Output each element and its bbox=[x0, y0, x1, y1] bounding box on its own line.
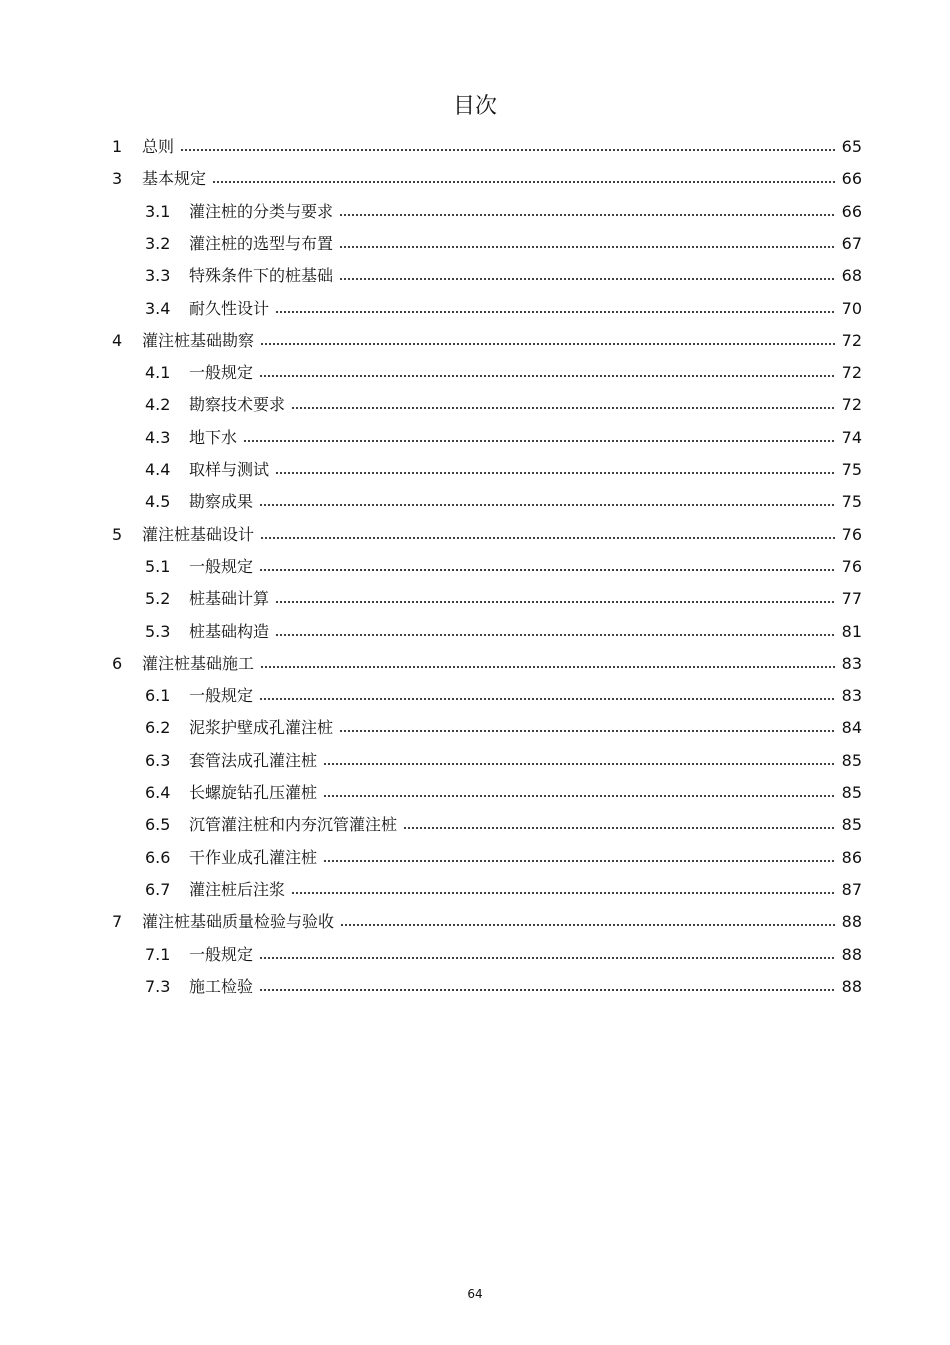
toc-entry-title: 干作业成孔灌注桩 bbox=[189, 847, 318, 867]
toc-entry[interactable] bbox=[145, 874, 862, 906]
toc-leader-dots bbox=[291, 885, 836, 901]
toc-entry-number: 5.1 bbox=[145, 556, 171, 576]
toc-entry[interactable] bbox=[112, 519, 862, 551]
toc-entry-page: 85 bbox=[841, 750, 862, 770]
toc-entry[interactable] bbox=[145, 196, 862, 228]
page-number: 64 bbox=[467, 1287, 483, 1301]
toc-entry-page: 65 bbox=[841, 137, 862, 156]
toc-entry-number: 5.3 bbox=[145, 621, 171, 641]
toc-entry[interactable] bbox=[145, 842, 862, 874]
toc-leader-dots bbox=[275, 627, 836, 643]
toc-entry[interactable] bbox=[145, 971, 862, 1003]
toc-entry[interactable] bbox=[145, 228, 862, 260]
toc-entry-title: 灌注桩基础施工 bbox=[142, 653, 255, 673]
toc-entry-page: 83 bbox=[841, 653, 862, 673]
toc-entry-page: 86 bbox=[841, 847, 862, 867]
toc-entry-number: 6.2 bbox=[145, 718, 171, 738]
toc-entry-title: 一般规定 bbox=[189, 944, 254, 964]
toc-leader-dots bbox=[275, 304, 836, 320]
toc-entry[interactable] bbox=[112, 163, 862, 195]
toc-entry-title: 灌注桩基础设计 bbox=[142, 524, 255, 544]
toc-entry-page: 76 bbox=[841, 524, 862, 544]
toc-entry[interactable] bbox=[145, 939, 862, 971]
toc-leader-dots bbox=[259, 562, 836, 578]
toc-entry-title: 取样与测试 bbox=[189, 460, 270, 479]
toc-entry-page: 67 bbox=[841, 233, 862, 253]
toc-entry-page: 83 bbox=[841, 686, 862, 706]
toc-leader-dots bbox=[275, 465, 836, 481]
toc-leader-dots bbox=[259, 368, 836, 384]
toc-entry-number: 7.1 bbox=[145, 944, 171, 964]
toc-entry-title: 桩基础构造 bbox=[189, 621, 270, 641]
toc-leader-dots bbox=[260, 530, 836, 546]
toc-entry-page: 88 bbox=[841, 976, 862, 996]
toc-entry-page: 72 bbox=[841, 395, 862, 415]
toc-entry-title: 勘察成果 bbox=[189, 492, 254, 512]
toc-entry-number: 3.3 bbox=[145, 266, 171, 286]
toc-entry-number: 4.4 bbox=[145, 460, 171, 479]
toc-entry-title: 施工检验 bbox=[189, 976, 254, 996]
toc-entry-number: 6.4 bbox=[145, 783, 171, 802]
toc-entry-title: 一般规定 bbox=[189, 556, 254, 576]
toc-entry-title: 灌注桩基础勘察 bbox=[142, 330, 255, 350]
toc-entry-number: 3.4 bbox=[145, 298, 171, 318]
toc-entry[interactable] bbox=[145, 583, 862, 615]
toc-leader-dots bbox=[291, 400, 836, 416]
toc-entry[interactable] bbox=[145, 745, 862, 777]
toc-entry-title: 长螺旋钻孔压灌桩 bbox=[189, 783, 318, 802]
toc-entry-number: 3 bbox=[112, 169, 123, 189]
toc-entry-number: 3.1 bbox=[145, 201, 171, 221]
toc-entry-number: 5.2 bbox=[145, 589, 171, 609]
toc-leader-dots bbox=[323, 756, 836, 772]
toc-entry[interactable] bbox=[145, 389, 862, 421]
toc-entry[interactable] bbox=[112, 648, 862, 680]
toc-entry-page: 87 bbox=[841, 879, 862, 899]
toc-leader-dots bbox=[323, 853, 836, 869]
toc-leader-dots bbox=[259, 950, 836, 966]
toc-entry-number: 6.6 bbox=[145, 847, 171, 867]
toc-leader-dots bbox=[180, 142, 836, 158]
toc-entry[interactable] bbox=[112, 325, 862, 357]
toc-leader-dots bbox=[259, 497, 836, 513]
toc-entry-page: 74 bbox=[841, 427, 862, 447]
toc-entry-number: 4 bbox=[112, 330, 123, 350]
toc-entry[interactable] bbox=[145, 616, 862, 648]
toc-entry-title: 灌注桩后注浆 bbox=[189, 879, 286, 899]
toc-entry-number: 6.7 bbox=[145, 879, 171, 899]
toc-leader-dots bbox=[259, 982, 836, 998]
toc-entry-number: 7.3 bbox=[145, 976, 171, 996]
toc-leader-dots bbox=[260, 336, 836, 352]
toc-entry-title: 灌注桩的选型与布置 bbox=[189, 233, 334, 253]
toc-leader-dots bbox=[339, 239, 836, 255]
toc-entry[interactable] bbox=[145, 422, 862, 454]
toc-leader-dots bbox=[339, 271, 836, 287]
toc-entry-title: 勘察技术要求 bbox=[189, 395, 286, 415]
toc-entry-title: 沉管灌注桩和内夯沉管灌注桩 bbox=[189, 815, 398, 835]
toc-entry-number: 6.1 bbox=[145, 686, 171, 706]
toc-entry-number: 6 bbox=[112, 653, 123, 673]
toc-entry[interactable] bbox=[145, 809, 862, 841]
toc-entry-number: 1 bbox=[112, 137, 123, 156]
toc-leader-dots bbox=[243, 433, 836, 449]
toc-entry[interactable] bbox=[145, 712, 862, 744]
toc-leader-dots bbox=[260, 659, 836, 675]
toc-entry-title: 一般规定 bbox=[189, 363, 254, 383]
toc-entry-page: 68 bbox=[841, 266, 862, 286]
toc-leader-dots bbox=[340, 917, 836, 933]
toc-entry-title: 一般规定 bbox=[189, 686, 254, 706]
toc-entry-number: 6.5 bbox=[145, 815, 171, 835]
toc-entry[interactable] bbox=[145, 454, 862, 486]
toc-title: 目次 bbox=[452, 94, 497, 119]
toc-entry[interactable] bbox=[145, 777, 862, 809]
toc-entry-page: 75 bbox=[841, 460, 862, 479]
toc-leader-dots bbox=[339, 207, 836, 223]
toc-entry-page: 81 bbox=[841, 621, 862, 641]
toc-entry-page: 88 bbox=[841, 944, 862, 964]
toc-entry-title: 地下水 bbox=[189, 427, 238, 447]
toc-entry-title: 总则 bbox=[142, 137, 175, 156]
toc-entry-page: 75 bbox=[841, 492, 862, 512]
toc-entry-page: 66 bbox=[841, 201, 862, 221]
toc-entry-page: 85 bbox=[841, 783, 862, 802]
toc-leader-dots bbox=[403, 820, 836, 836]
toc-entry-page: 72 bbox=[841, 330, 862, 350]
toc-leader-dots bbox=[323, 788, 836, 804]
toc-entry[interactable] bbox=[145, 293, 862, 325]
toc-entry[interactable] bbox=[145, 357, 862, 389]
toc-leader-dots bbox=[259, 691, 836, 707]
toc-entry-title: 桩基础计算 bbox=[189, 589, 270, 609]
toc-entry-number: 4.5 bbox=[145, 492, 171, 512]
toc-leader-dots bbox=[275, 594, 836, 610]
toc-entry[interactable] bbox=[145, 680, 862, 712]
toc-entry-page: 66 bbox=[841, 169, 862, 189]
toc-entry-title: 基本规定 bbox=[142, 169, 207, 189]
toc-entry-number: 4.2 bbox=[145, 395, 171, 415]
toc-entry-number: 4.1 bbox=[145, 363, 171, 383]
toc-entry[interactable] bbox=[145, 260, 862, 292]
toc-entry-page: 84 bbox=[841, 718, 862, 738]
toc-leader-dots bbox=[212, 174, 836, 190]
toc-entry-page: 85 bbox=[841, 815, 862, 835]
toc-entry[interactable] bbox=[112, 131, 862, 163]
toc-entry-page: 76 bbox=[841, 556, 862, 576]
toc-entry-page: 70 bbox=[841, 298, 862, 318]
toc-leader-dots bbox=[339, 723, 836, 739]
toc-entry-page: 77 bbox=[841, 589, 862, 609]
toc-entry-title: 耐久性设计 bbox=[189, 298, 270, 318]
toc-entry-title: 特殊条件下的桩基础 bbox=[189, 266, 334, 286]
toc-entry-title: 灌注桩的分类与要求 bbox=[189, 201, 334, 221]
toc-entry-title: 套管法成孔灌注桩 bbox=[189, 750, 318, 770]
toc-entry[interactable] bbox=[145, 486, 862, 518]
toc-entry-number: 7 bbox=[112, 912, 123, 932]
toc-entry-page: 88 bbox=[841, 912, 862, 932]
toc-entry-page: 72 bbox=[841, 363, 862, 383]
toc-entry[interactable] bbox=[145, 551, 862, 583]
toc-entry-number: 3.2 bbox=[145, 233, 171, 253]
toc-entry[interactable] bbox=[112, 906, 862, 938]
toc-entry-title: 灌注桩基础质量检验与验收 bbox=[142, 912, 335, 932]
toc-entry-number: 5 bbox=[112, 524, 123, 544]
toc-entry-number: 4.3 bbox=[145, 427, 171, 447]
toc-entry-number: 6.3 bbox=[145, 750, 171, 770]
toc-entry-title: 泥浆护壁成孔灌注桩 bbox=[189, 718, 334, 738]
